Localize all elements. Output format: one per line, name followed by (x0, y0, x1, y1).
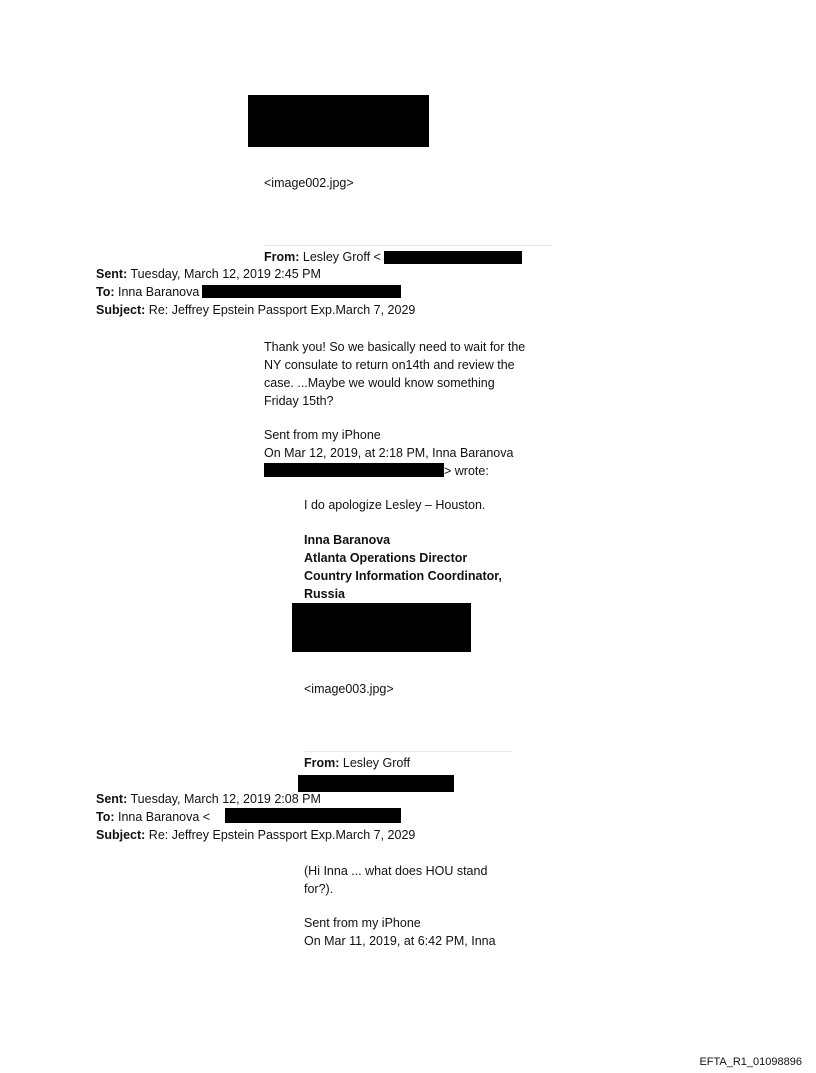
subject-value: Re: Jeffrey Epstein Passport Exp.March 7, 2029 (148, 303, 416, 317)
to-label: To: (96, 285, 115, 299)
sent-from-iphone: Sent from my iPhone (264, 428, 381, 442)
subject-value: Re: Jeffrey Epstein Passport Exp.March 7, 2029 (148, 828, 416, 842)
sent-label: Sent: (96, 267, 128, 281)
to-line (96, 808, 210, 826)
from-value: Lesley Groff (342, 756, 411, 770)
signature-name: Inna Baranova (304, 533, 391, 547)
image-placeholder: <image003.jpg> (304, 682, 394, 696)
subject-label: Subject: (96, 828, 146, 842)
from-line (264, 248, 381, 266)
subject-line (96, 826, 415, 844)
body-line: case. ...Maybe we would know something (264, 376, 495, 390)
quote-header: On Mar 12, 2019, at 2:18 PM, Inna Baranova (264, 446, 514, 460)
header-divider (304, 751, 512, 752)
from-label: From: (264, 250, 300, 264)
sent-value: Tuesday, March 12, 2019 2:08 PM (130, 792, 321, 806)
signature-title: Country Information Coordinator, (304, 569, 502, 583)
document-id: EFTA_R1_01098896 (699, 1056, 802, 1068)
sent-from-iphone: Sent from my iPhone (304, 916, 421, 930)
header-divider (264, 245, 552, 246)
body-line: for?). (304, 882, 334, 896)
to-label: To: (96, 810, 115, 824)
quote-header-wrote: > wrote: (444, 464, 489, 478)
sent-line (96, 265, 321, 283)
sent-label: Sent: (96, 792, 128, 806)
body-line: Thank you! So we basically need to wait for the (264, 340, 526, 354)
to-value: Inna Baranova < (118, 810, 211, 824)
from-line (304, 754, 410, 772)
to-value: Inna Baranova (118, 285, 200, 299)
to-line (96, 283, 199, 301)
signature-country: Russia (304, 587, 345, 601)
redaction-block (384, 251, 522, 264)
from-label: From: (304, 756, 340, 770)
quote-header: On Mar 11, 2019, at 6:42 PM, Inna (304, 934, 496, 948)
image-placeholder: <image002.jpg> (264, 176, 354, 190)
redaction-block (298, 775, 454, 792)
subject-label: Subject: (96, 303, 146, 317)
sent-value: Tuesday, March 12, 2019 2:45 PM (130, 267, 321, 281)
redaction-block (292, 603, 471, 652)
body-line: NY consulate to return on14th and review the (264, 358, 515, 372)
redaction-block (202, 285, 401, 298)
body-line: (Hi Inna ... what does HOU stand (304, 864, 488, 878)
body-line: Friday 15th? (264, 394, 334, 408)
sent-line (96, 790, 321, 808)
redaction-block (225, 808, 401, 823)
from-value: Lesley Groff < (302, 250, 381, 264)
subject-line (96, 301, 415, 319)
redaction-block (248, 95, 429, 147)
apology-line: I do apologize Lesley – Houston. (304, 498, 486, 512)
signature-title: Atlanta Operations Director (304, 551, 468, 565)
redaction-block (264, 463, 444, 477)
